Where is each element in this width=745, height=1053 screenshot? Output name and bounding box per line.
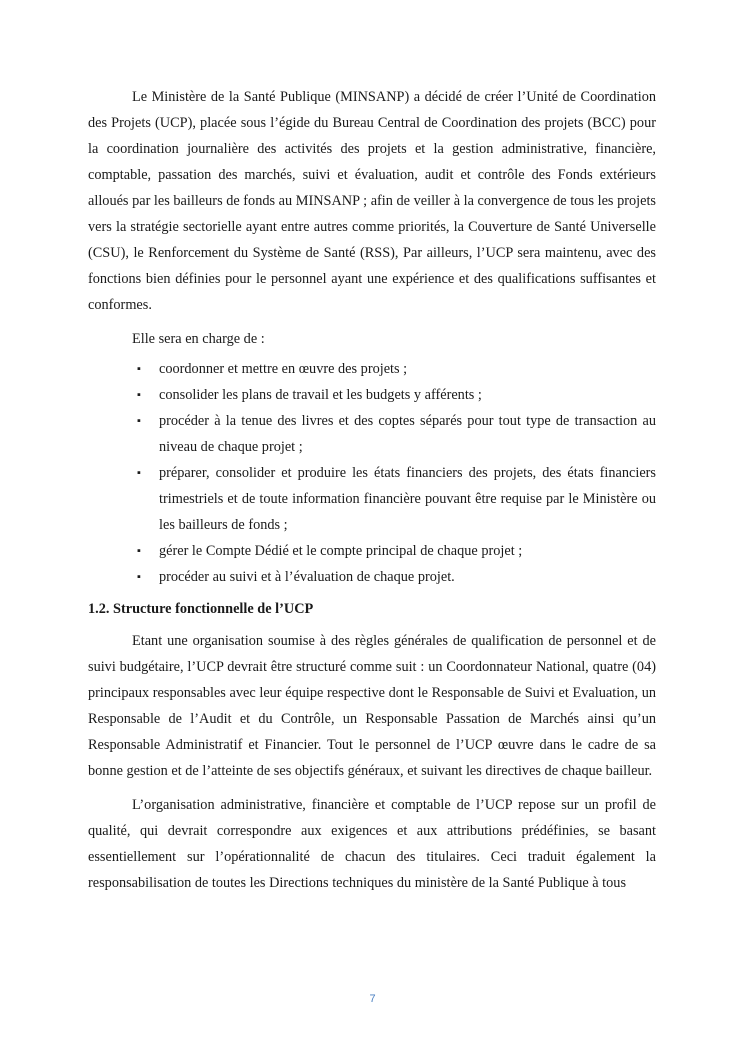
list-item-text: coordonner et mettre en œuvre des projets ;: [159, 361, 408, 377]
square-bullet-icon: ▪: [137, 389, 141, 401]
list-item-text: procéder au suivi et à l’évaluation de chaque projet.: [159, 569, 455, 585]
page-number: 7: [369, 993, 376, 1005]
section-heading: 1.2. Structure fonctionnelle de l’UCP: [88, 601, 314, 617]
document-page: [88, 84, 656, 896]
responsibilities-list: [88, 356, 656, 590]
list-item: [88, 356, 656, 382]
charge-intro: Elle sera en charge de :: [132, 331, 265, 347]
list-item-text: consolider les plans de travail et les budgets y afférents ;: [159, 387, 482, 403]
list-item: [88, 408, 656, 460]
list-item: [88, 538, 656, 564]
square-bullet-icon: ▪: [137, 545, 141, 557]
square-bullet-icon: ▪: [137, 415, 141, 427]
structure-paragraph: Etant une organisation soumise à des règles générales de qualification de personnel et de suivi budgétaire, l’UCP devrait être structuré comme suit : un Coordonnateur National, quatre (04) principaux responsables avec leur équipe respective dont le Responsable de Suivi et Evaluation, un Responsable de l’Audit et du Contrôle, un Responsable Passation de Marchés ainsi qu’un Responsable Administratif et Financier. Tout le personnel de l’UCP œuvre dans le cadre de sa bonne gestion et de l’atteinte de ses objectifs généraux, et suivant les directives de chaque bailleur.: [88, 633, 656, 779]
square-bullet-icon: ▪: [137, 467, 141, 479]
list-item-text: gérer le Compte Dédié et le compte principal de chaque projet ;: [159, 543, 523, 559]
list-item-text: procéder à la tenue des livres et des coptes séparés pour tout type de transaction au niveau de chaque projet ;: [159, 413, 656, 455]
square-bullet-icon: ▪: [137, 363, 141, 375]
list-item: [88, 382, 656, 408]
list-item-text: préparer, consolider et produire les états financiers des projets, des états financiers trimestriels et de toute information financière pouvant être requise par le Ministère ou les bailleurs de fonds ;: [159, 465, 656, 533]
square-bullet-icon: ▪: [137, 571, 141, 583]
list-item: [88, 460, 656, 538]
intro-paragraph: Le Ministère de la Santé Publique (MINSANP) a décidé de créer l’Unité de Coordination des Projets (UCP), placée sous l’égide du Bureau Central de Coordination des projets (BCC) pour la coordination journalière des activités des projets et la gestion administrative, financière, comptable, passation des marchés, suivi et évaluation, audit et contrôle des Fonds extérieurs alloués par les bailleurs de fonds au MINSANP ; afin de veiller à la convergence de tous les projets vers la stratégie sectorielle ayant entre autres comme priorités, la Couverture de Santé Universelle (CSU), le Renforcement du Système de Santé (RSS), Par ailleurs, l’UCP sera maintenu, avec des fonctions bien définies pour le personnel ayant une expérience et des qualifications suffisantes et conformes.: [88, 89, 656, 313]
list-item: [88, 564, 656, 590]
organisation-paragraph: L’organisation administrative, financière et comptable de l’UCP repose sur un profil de qualité, qui devrait correspondre aux exigences et aux attributions prédéfinies, se basant essentiellement sur l’opérationnalité de chacun des titulaires. Ceci traduit également la responsabilisation de toutes les Directions techniques du ministère de la Santé Publique à tous: [88, 797, 656, 891]
